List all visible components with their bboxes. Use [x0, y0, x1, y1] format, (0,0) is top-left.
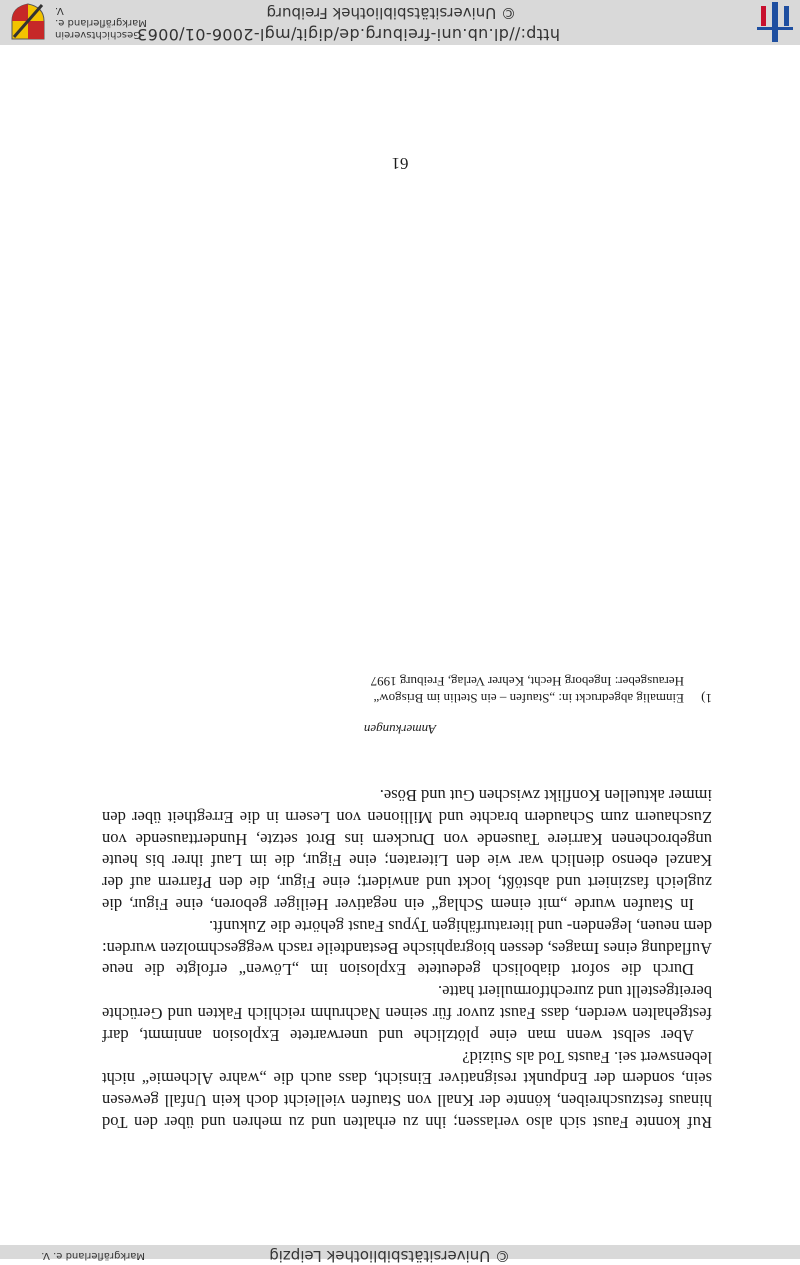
page-number: 61: [391, 154, 409, 173]
footnote-number: 1): [701, 691, 712, 706]
footer-crest-label: Geschichtsverein Markgräflerland e. V.: [55, 5, 147, 40]
paragraph: In Staufen wurde „mit einem Schlag“ ein negativer Heiliger geboren, eine Figur, die zugleich fasziniert und abstößt, lockt und anwidert; eine Figur, die den Pfarrern auf der Kanzel ebenso dienlich war wie den Literaten; eine Figur, die im Lauf ihrer bis heute ungebrochenen Karriere Tausende von Druckern ins Brot setzte, Hunderttausende von Zuschauern zum Schaudern brachte und Millionen von Lesern in die Erregtheit über den immer aktuellen Konflikt zwischen Gut und Böse.: [102, 786, 712, 915]
body-text: [102, 784, 712, 1133]
header-text: © Universitätsbibliothek Leipzig: [269, 1247, 510, 1265]
paragraph: Aber selbst wenn man eine plötzliche und unerwartete Explosion annimmt, darf festgehalten werden, dass Faust zuvor für seinen Nachruhm reichlich Fakten und Gerüchte bereitgestellt und zurechtformuliert hatte.: [102, 982, 712, 1045]
footnote-line: Herausgeber: Ingeborg Hecht, Kehrer Verlag, Freiburg 1997: [370, 674, 684, 689]
footer-copyright: © Universitätsbibliothek Freiburg: [266, 4, 516, 22]
footer-bar: [0, 0, 800, 45]
footer-url[interactable]: http://dl.ub.uni-freiburg.de/digit/mgl-2006-01/0063: [136, 25, 560, 44]
footnote: [102, 673, 712, 707]
header-bar: [0, 1245, 800, 1265]
notes-heading: Anmerkungen: [363, 722, 437, 737]
header-crest-label: Markgräflerland e. V.: [41, 1250, 145, 1261]
paragraph: Durch die sofort diabolisch gedeutete Explosion im „Löwen“ erfolgte die neue Aufladung eines Images, dessen biographische Bestandteile rasch weggeschmolzen wurden: dem neuen, legenden- und literaturfähigen Typus Faust gehörte die Zukunft.: [102, 916, 712, 980]
crest-icon: [10, 3, 46, 41]
footnote-line: Einmalig abgedruckt in: „Staufen – ein Stetlin im Brisgow“: [373, 691, 684, 706]
paragraph: Ruf konnte Faust sich also verlassen; ihn zu erhalten und zu mehren und über den Tod hinaus festzuschreiben, könnte der Knall von Staufen vielleicht doch kein Unfall gewesen sein, sondern der Endpunkt resignativer Einsicht, dass auch die „wahre Alchemie“ nicht lebenswert sei. Fausts Tod als Suizid?: [102, 1047, 712, 1132]
university-logo-icon: [755, 2, 795, 42]
